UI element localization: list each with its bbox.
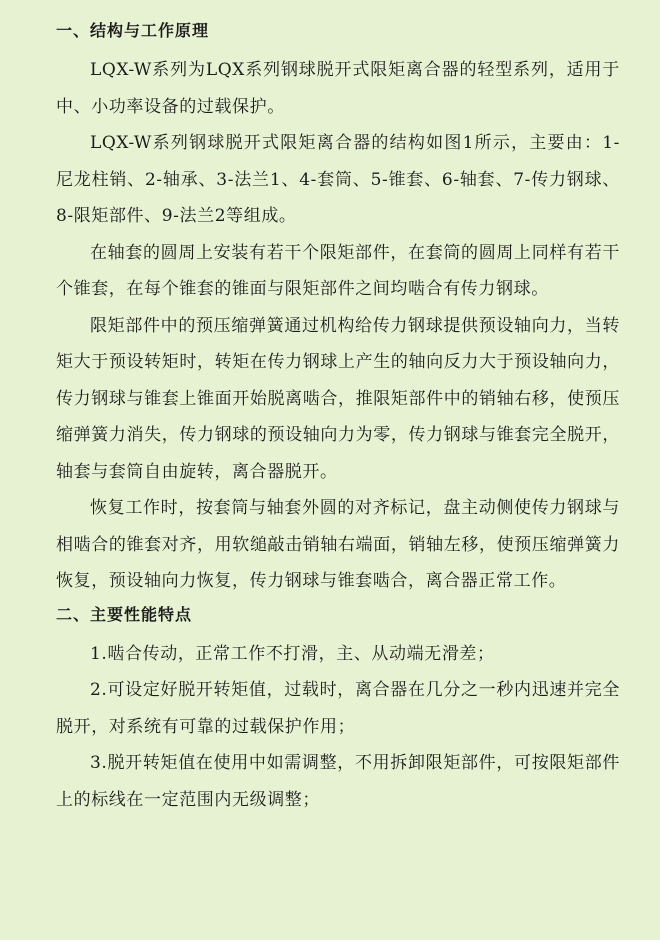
- paragraph: LQX-W系列钢球脱开式限矩离合器的结构如图1所示，主要由：1-尼龙柱销、2-轴承、3-法兰1、4-套筒、5-锥套、6-轴套、7-传力钢球、8-限矩部件、9-法兰2等组成。: [56, 133, 620, 226]
- feature-item: 3.脱开转矩值在使用中如需调整，不用拆卸限矩部件，可按限矩部件上的标线在一定范围内无级调整；: [56, 753, 620, 810]
- paragraph: 在轴套的圆周上安装有若干个限矩部件，在套筒的圆周上同样有若干个锥套，在每个锥套的锥面与限矩部件之间均啮合有传力钢球。: [56, 242, 620, 299]
- paragraph: 恢复工作时，按套筒与轴套外圆的对齐标记，盘主动侧使传力钢球与相啮合的锥套对齐，用软缒敲击销轴右端面，销轴左移，使预压缩弹簧力恢复，预设轴向力恢复，传力钢球与锥套啮合，离合器正常工作。: [56, 498, 620, 591]
- paragraph: 限矩部件中的预压缩弹簧通过机构给传力钢球提供预设轴向力，当转矩大于预设转矩时，转矩在传力钢球上产生的轴向反力大于预设轴向力，传力钢球与锥套上锥面开始脱离啮合，推限矩部件中的销轴右移，使预压缩弹簧力消失，传力钢球的预设轴向力为零，传力钢球与锥套完全脱开，轴套与套筒自由旋转，离合器脱开。: [56, 315, 620, 482]
- paragraph: LQX-W系列为LQX系列钢球脱开式限矩离合器的轻型系列，适用于中、小功率设备的过载保护。: [56, 60, 620, 117]
- feature-item: 2.可设定好脱开转矩值，过载时，离合器在几分之一秒内迅速并完全脱开，对系统有可靠的过载保护作用；: [56, 680, 620, 737]
- section-heading: 二、主要性能特点: [56, 604, 193, 624]
- section-heading: 一、结构与工作原理: [56, 21, 210, 40]
- section-performance-features: [56, 602, 620, 819]
- feature-item: 1.啮合传动，正常工作不打滑，主、从动端无滑差；: [90, 643, 495, 664]
- section-structure-principle: [56, 18, 620, 600]
